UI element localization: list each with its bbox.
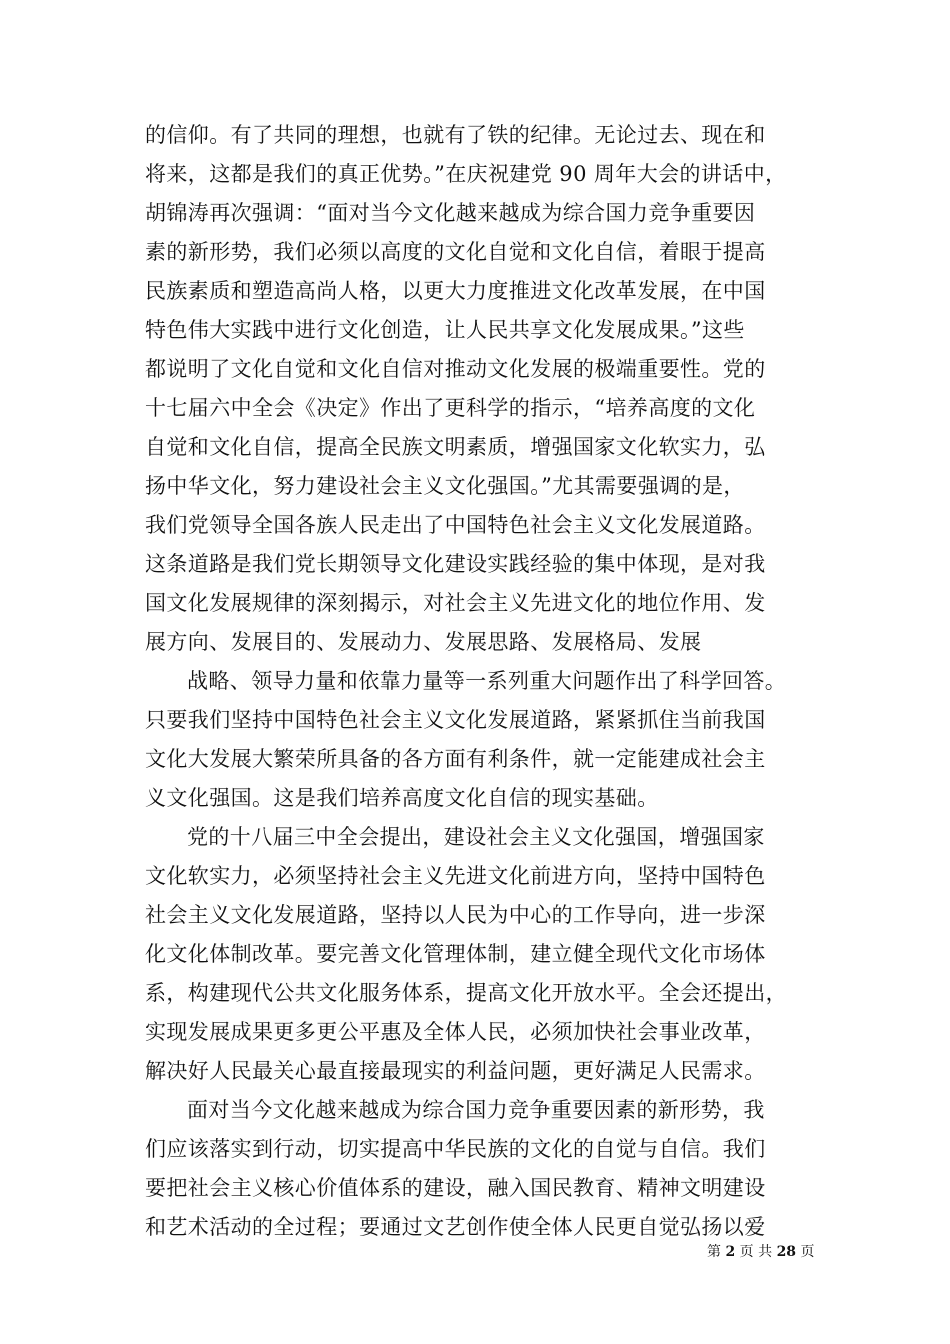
text-line: 文化软实力，必须坚持社会主义先进文化前进方向，坚持中国特色 <box>145 864 766 888</box>
text-line: 实现发展成果更多更公平惠及全体人民，必须加快社会事业改革， <box>145 1020 766 1044</box>
text-line: 将来，这都是我们的真正优势。”在庆祝建党 90 周年大会的讲话中， <box>145 162 787 186</box>
current-page-number: 2 <box>725 1244 736 1260</box>
footer-prefix: 第 <box>707 1244 721 1260</box>
text-line: 民族素质和塑造高尚人格，以更大力度推进文化改革发展，在中国 <box>145 279 766 303</box>
text-line: 展方向、发展目的、发展动力、发展思路、发展格局、发展 <box>145 630 702 654</box>
paragraph-start-line: 面对当今文化越来越成为综合国力竞争重要因素的新形势，我 <box>187 1098 765 1122</box>
footer-middle: 页 共 <box>739 1244 773 1260</box>
text-line: 这条道路是我们党长期领导文化建设实践经验的集中体现，是对我 <box>145 552 766 576</box>
text-line: 们应该落实到行动，切实提高中华民族的文化的自觉与自信。我们 <box>145 1137 766 1161</box>
text-line: 只要我们坚持中国特色社会主义文化发展道路，紧紧抓住当前我国 <box>145 708 766 732</box>
text-line: 文化大发展大繁荣所具备的各方面有利条件，就一定能建成社会主 <box>145 747 766 771</box>
text-line: 自觉和文化自信，提高全民族文明素质，增强国家文化软实力，弘 <box>145 435 766 459</box>
text-line: 国文化发展规律的深刻揭示，对社会主义先进文化的地位作用、发 <box>145 591 766 615</box>
text-line: 义文化强国。这是我们培养高度文化自信的现实基础。 <box>145 786 659 810</box>
text-line: 我们党领导全国各族人民走出了中国特色社会主义文化发展道路。 <box>145 513 766 537</box>
paragraph-start-line: 党的十八届三中全会提出，建设社会主义文化强国，增强国家 <box>187 825 765 849</box>
text-line: 系，构建现代公共文化服务体系，提高文化开放水平。全会还提出， <box>145 981 787 1005</box>
document-body <box>145 116 825 1247</box>
text-line: 和艺术活动的全过程；要通过文艺创作使全体人民更自觉弘扬以爱 <box>145 1215 766 1239</box>
text-line: 特色伟大实践中进行文化创造，让人民共享文化发展成果。”这些 <box>145 318 745 342</box>
text-line: 胡锦涛再次强调：“面对当今文化越来越成为综合国力竞争重要因 <box>145 201 756 225</box>
text-line: 的信仰。有了共同的理想，也就有了铁的纪律。无论过去、现在和 <box>145 123 766 147</box>
text-line: 化文化体制改革。要完善文化管理体制，建立健全现代文化市场体 <box>145 942 766 966</box>
text-line: 十七届六中全会《决定》作出了更科学的指示，“培养高度的文化 <box>145 396 756 420</box>
text-line: 素的新形势，我们必须以高度的文化自觉和文化自信，着眼于提高 <box>145 240 766 264</box>
text-line: 要把社会主义核心价值体系的建设，融入国民教育、精神文明建设 <box>145 1176 766 1200</box>
footer-suffix: 页 <box>800 1244 815 1260</box>
text-line: 社会主义文化发展道路，坚持以人民为中心的工作导向，进一步深 <box>145 903 766 927</box>
page-number-footer <box>707 1242 815 1262</box>
paragraph-start-line: 战略、领导力量和依靠力量等一系列重大问题作出了科学回答。 <box>187 669 787 693</box>
text-line: 都说明了文化自觉和文化自信对推动文化发展的极端重要性。党的 <box>145 357 766 381</box>
text-line: 解决好人民最关心最直接最现实的利益问题，更好满足人民需求。 <box>145 1059 766 1083</box>
total-pages-number: 28 <box>776 1244 797 1260</box>
text-line: 扬中华文化，努力建设社会主义文化强国。”尤其需要强调的是， <box>145 474 745 498</box>
